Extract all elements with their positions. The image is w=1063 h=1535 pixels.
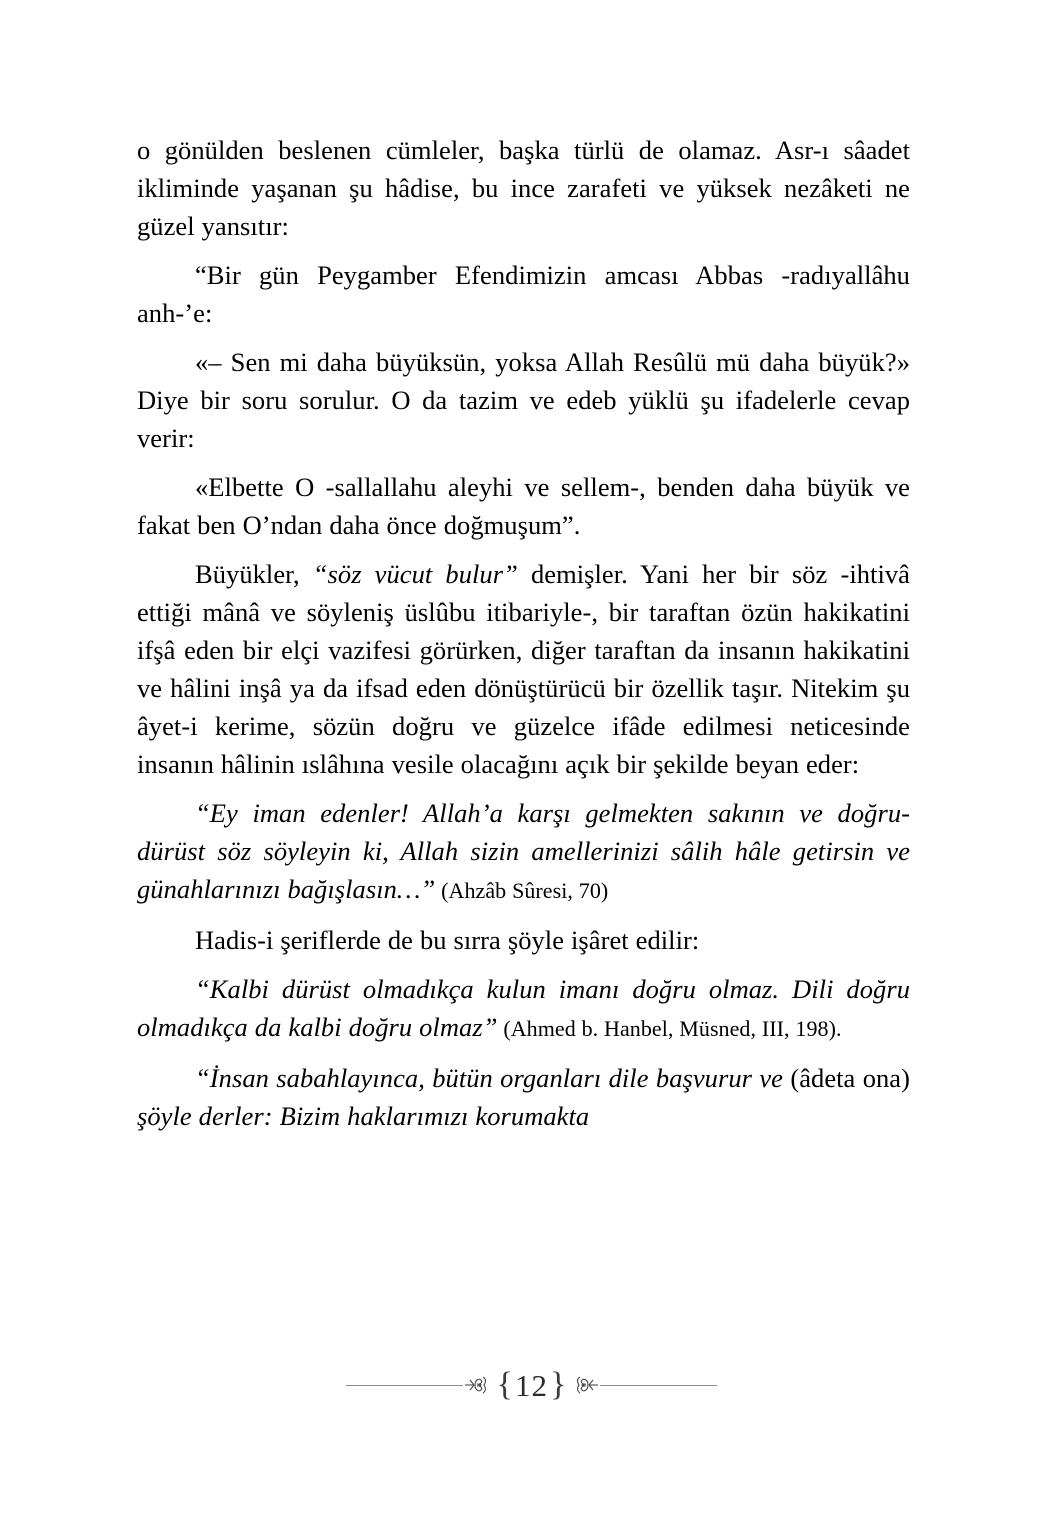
paragraph-commentary xyxy=(137,555,910,783)
page-footer xyxy=(0,1368,1063,1402)
footer-rule-right xyxy=(600,1385,717,1386)
hadith-citation-post: , III, 198). xyxy=(750,1016,842,1041)
paragraph-narrative-opening: “Bir gün Peygamber Efendimizin amcası Abbas -radıyallâhu anh-’e: xyxy=(137,260,910,328)
footer-brace-right: } xyxy=(550,1366,567,1403)
paragraph-intro: o gönülden beslenen cümleler, başka türlü de olamaz. Asr-ı sâadet ikliminde yaşanan şu hâdise, bu ince zarafeti ve yüksek nezâketi ne güzel yansıtır: xyxy=(137,135,910,241)
paragraph-answer: «Elbette O -sallallahu aleyhi ve sellem-, benden daha büyük ve fakat ben O’ndan daha önce doğmuşum”. xyxy=(137,472,910,540)
page-text-block xyxy=(137,131,910,1135)
paragraph-hadith-intro: Hadis-i şeriflerde de bu sırra şöyle işâret edilir: xyxy=(195,925,700,955)
commentary-lead: Büyükler, xyxy=(195,559,313,589)
fleuron-right-icon xyxy=(566,1370,600,1400)
hadith-quote-first xyxy=(137,970,910,1048)
paragraph-question: «– Sen mi daha büyüksün, yoksa Allah Resûlü mü daha büyük?» Diye bir soru sorulur. O da tazim ve edeb yüklü şu ifadelerle cevap verir: xyxy=(137,347,910,453)
hadith-citation-pre: (Ahmed b. Hanbel, xyxy=(497,1016,680,1041)
footer-brace-left: { xyxy=(496,1366,513,1403)
hadith2-parenthetical: (âdeta ona) xyxy=(790,1063,910,1093)
commentary-tail: demişler. Yani her bir söz -ihtivâ ettiği mânâ ve söyleniş üslûbu itibariyle-, bir taraftan özün hakikatini ifşâ eden bir elçi vazifesi görürken, diğer taraftan da insanın hakikatini ve hâlini inşâ ya da ifsad eden dönüştürücü bir özellik taşır. Nitekim şu âyet-i kerime, sözün doğru ve güzelce ifâde edilmesi neticesinde insanın hâlinin ıslâhına vesile olacağını açık bir şekilde beyan eder: xyxy=(137,559,910,779)
verse-text: “Ey iman edenler! Allah’a karşı gelmekten sakının ve doğru-dürüst söz söyleyin ki, Allah sizin amellerinizi sâlih hâle getirsin ve günahlarınızı bağışlasın…” xyxy=(137,798,910,904)
verse-citation: (Ahzâb Sûresi, 70) xyxy=(435,878,609,903)
hadith2-text-part1: “İnsan sabahlayınca, bütün organları dile başvurur ve xyxy=(195,1063,791,1093)
hadith-quote-second xyxy=(137,1059,910,1135)
page-number: 12 xyxy=(515,1367,548,1403)
hadith-text: “Kalbi dürüst olmadıkça kulun imanı doğru olmaz. Dili doğru olmadıkça da kalbi doğru olmaz” xyxy=(137,974,910,1042)
hadith2-text-part2: şöyle derler: Bizim haklarımızı korumakta xyxy=(137,1101,590,1131)
footer-rule-left xyxy=(346,1385,463,1386)
quran-verse-quote xyxy=(137,794,910,910)
commentary-italic-phrase: “söz vücut bulur” xyxy=(312,559,518,589)
hadith-citation-source: Müsned xyxy=(679,1016,751,1041)
fleuron-left-icon xyxy=(463,1370,497,1400)
